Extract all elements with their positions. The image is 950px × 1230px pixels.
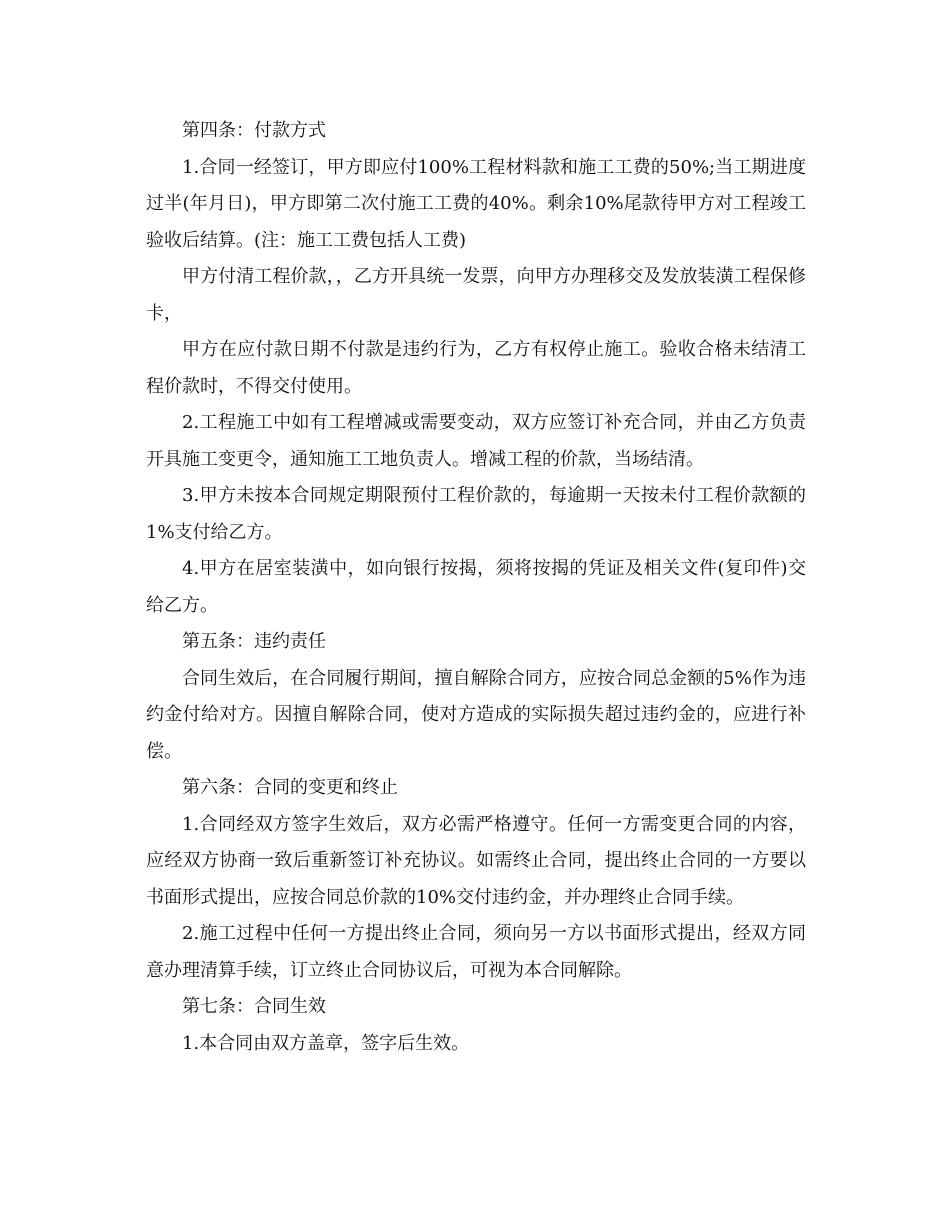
- payment-clause-4: 4.甲方在居室装潢中，如向银行按揭，须将按揭的凭证及相关文件(复印件)交给乙方。: [146, 558, 806, 616]
- liability-paragraph: 合同生效后，在合同履行期间，擅自解除合同方，应按合同总金额的5%作为违约金付给对方。因擅自解除合同，使对方造成的实际损失超过违约金的，应进行补偿。: [146, 667, 806, 762]
- payment-default-paragraph: 甲方在应付款日期不付款是违约行为，乙方有权停止施工。验收合格未结清工程价款时，不得交付使用。: [146, 339, 806, 397]
- payment-clause-2: 2.工程施工中如有工程增减或需要变动，双方应签订补充合同，并由乙方负责开具施工变更令，通知施工工地负责人。增减工程的价款，当场结清。: [146, 412, 806, 470]
- document-body: [146, 113, 806, 1062]
- payment-clause-1: 1.合同一经签订，甲方即应付100%工程材料款和施工工费的50%;当工期进度过半(年月日)，甲方即第二次付施工工费的40%。剩余10%尾款待甲方对工程竣工验收后结算。(注：施工工费包括人工费): [146, 156, 806, 251]
- section-heading-payment: 第四条：付款方式: [182, 120, 326, 141]
- effect-clause-1: 1.本合同由双方盖章，签字后生效。: [182, 1032, 470, 1054]
- payment-clause-3: 3.甲方未按本合同规定期限预付工程价款的，每逾期一天按未付工程价款额的1%支付给乙方。: [146, 485, 806, 543]
- section-heading-change-termination: 第六条：合同的变更和终止: [182, 777, 398, 798]
- payment-invoice-paragraph: 甲方付清工程价款，，乙方开具统一发票，向甲方办理移交及发放装潢工程保修卡，: [146, 266, 806, 324]
- section-heading-effect: 第七条：合同生效: [182, 996, 326, 1017]
- change-clause-2: 2.施工过程中任何一方提出终止合同，须向另一方以书面形式提出，经双方同意办理清算手续，订立终止合同协议后，可视为本合同解除。: [146, 923, 806, 981]
- section-heading-liability: 第五条：违约责任: [182, 631, 326, 652]
- change-clause-1: 1.合同经双方签字生效后，双方必需严格遵守。任何一方需变更合同的内容，应经双方协商一致后重新签订补充协议。如需终止合同，提出终止合同的一方要以书面形式提出，应按合同总价款的10%交付违约金，并办理终止合同手续。: [146, 813, 806, 908]
